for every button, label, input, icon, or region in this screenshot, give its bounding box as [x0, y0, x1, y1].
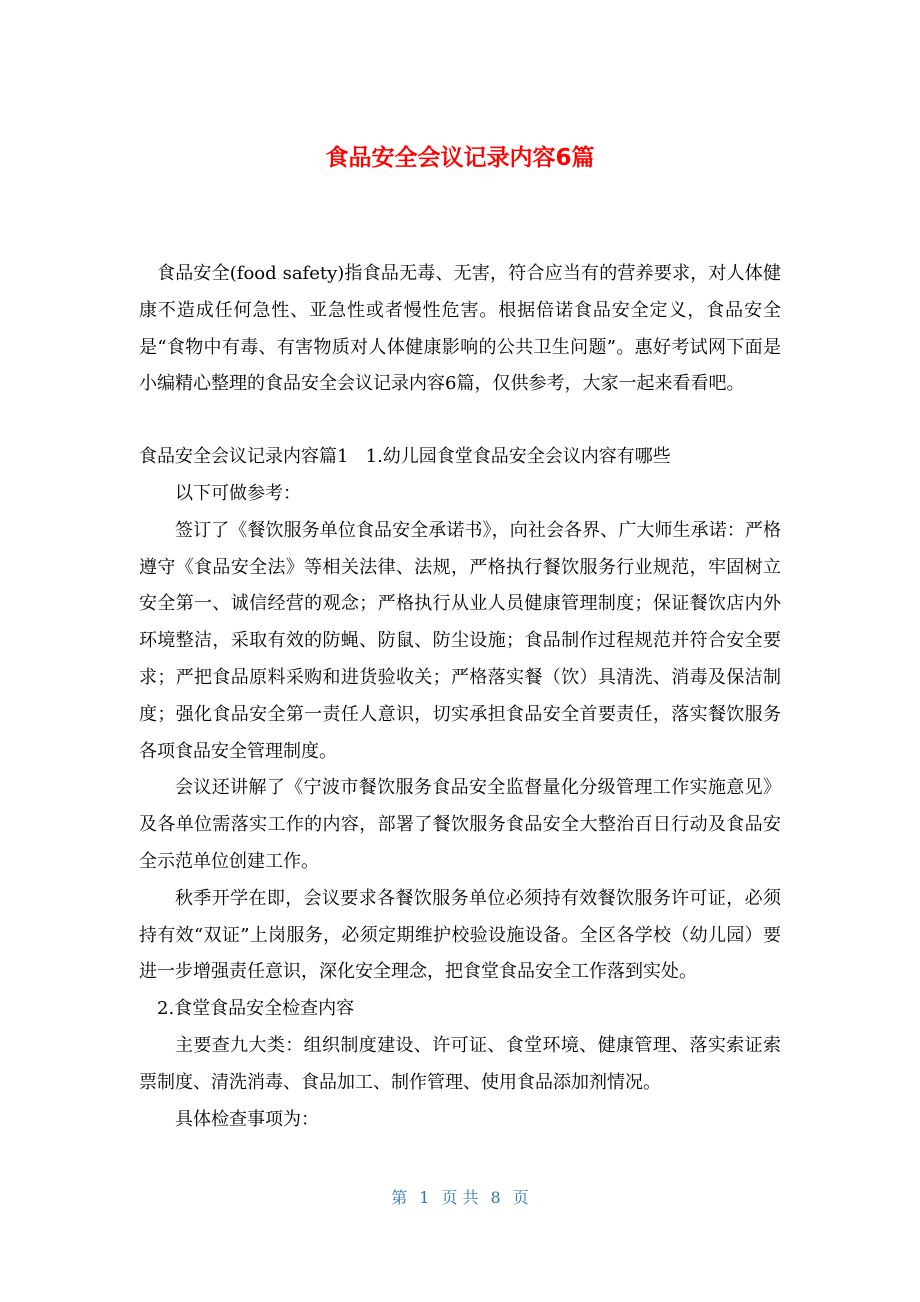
- footer-page-label: 第: [391, 1188, 408, 1207]
- footer-total-pages: 8: [490, 1188, 501, 1207]
- footer-end-label: 页: [512, 1188, 529, 1207]
- page-footer: [0, 1186, 920, 1210]
- body-paragraph: 以下可做参考：: [175, 482, 301, 504]
- intro-paragraph: 食品安全(food safety)指食品无毒、无害，符合应当有的营养要求，对人体健康不造成任何急性、亚急性或者慢性危害。根据倍诺食品安全定义，食品安全是“食物中有毒、有害物质对人体健康影响的公共卫生问题”。惠好考试网下面是小编精心整理的食品安全会议记录内容6篇，仅供参考，大家一起来看看吧。: [139, 263, 781, 395]
- footer-total-label: 页 共: [441, 1188, 479, 1207]
- section-heading: 食品安全会议记录内容篇1 1.幼儿园食堂食品安全会议内容有哪些: [139, 446, 671, 468]
- body-paragraph: 签订了《餐饮服务单位食品安全承诺书》，向社会各界、广大师生承诺：严格遵守《食品安全法》等相关法律、法规，严格执行餐饮服务行业规范，牢固树立安全第一、诚信经营的观念；严格执行从业人员健康管理制度；保证餐饮店内外环境整洁，采取有效的防蝇、防鼠、防尘设施；食品制作过程规范并符合安全要求；严把食品原料采购和进货验收关；严格落实餐（饮）具清洗、消毒及保洁制度；强化食品安全第一责任人意识，切实承担食品安全首要责任，落实餐饮服务各项食品安全管理制度。: [139, 519, 781, 762]
- body-paragraph: 秋季开学在即，会议要求各餐饮服务单位必须持有效餐饮服务许可证，必须持有效“双证”上岗服务，必须定期维护校验设施设备。全区各学校（幼儿园）要进一步增强责任意识，深化安全理念，把食堂食品安全工作落到实处。: [139, 887, 781, 983]
- document-body: [139, 256, 781, 1138]
- body-paragraph: 具体检查事项为：: [175, 1108, 319, 1130]
- footer-page-number: 1: [419, 1188, 430, 1207]
- page-title: 食品安全会议记录内容6篇: [325, 145, 595, 171]
- body-paragraph: 主要查九大类：组织制度建设、许可证、食堂环境、健康管理、落实索证索票制度、清洗消毒、食品加工、制作管理、使用食品添加剂情况。: [139, 1034, 781, 1093]
- paragraph-gap: [139, 403, 781, 439]
- subsection-heading: 2.食堂食品安全检查内容: [157, 998, 355, 1020]
- body-paragraph: 会议还讲解了《宁波市餐饮服务食品安全监督量化分级管理工作实施意见》及各单位需落实工作的内容，部署了餐饮服务食品安全大整治百日行动及食品安全示范单位创建工作。: [139, 777, 781, 872]
